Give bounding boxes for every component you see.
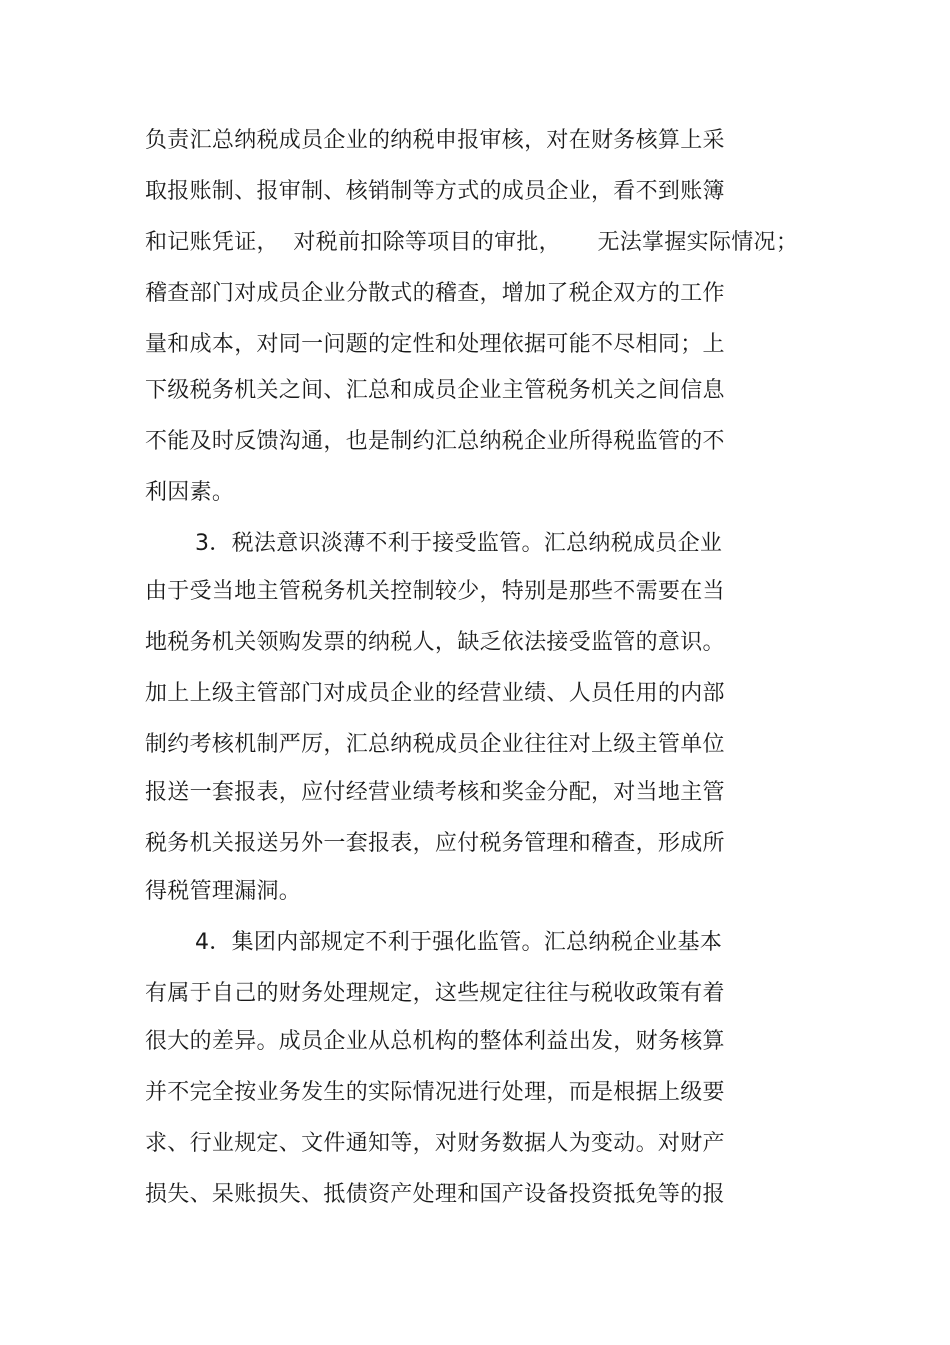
text-line: 求、行业规定、文件通知等，对财务数据人为变动。对财产 [145, 1131, 725, 1156]
text-line: 稽查部门对成员企业分散式的稽查，增加了税企双方的工作 [145, 281, 725, 306]
text-line: 利因素。 [145, 480, 235, 505]
text-line: 有属于自己的财务处理规定，这些规定往往与税收政策有着 [145, 981, 725, 1006]
text-line: 制约考核机制严厉，汇总纳税成员企业往往对上级主管单位 [145, 732, 725, 757]
text-line: 不能及时反馈沟通，也是制约汇总纳税企业所得税监管的不 [145, 429, 725, 454]
text-line: 并不完全按业务发生的实际情况进行处理，而是根据上级要 [145, 1080, 725, 1105]
text-line: 由于受当地主管税务机关控制较少，特别是那些不需要在当 [145, 579, 725, 604]
paragraph-3-heading: 3．税法意识淡薄不利于接受监管。汇总纳税成员企业 [195, 531, 723, 556]
text-line: 很大的差异。成员企业从总机构的整体利益出发，财务核算 [145, 1029, 725, 1054]
text-line: 得税管理漏洞。 [145, 879, 302, 904]
text-line: 税务机关报送另外一套报表，应付税务管理和稽查，形成所 [145, 831, 725, 856]
text-line: 取报账制、报审制、核销制等方式的成员企业，看不到账簿 [145, 179, 725, 204]
text-line: 报送一套报表，应付经营业绩考核和奖金分配，对当地主管 [145, 780, 725, 805]
text-line: 负责汇总纳税成员企业的纳税申报审核，对在财务核算上采 [145, 128, 725, 153]
text-line: 和记账凭证， 对税前扣除等项目的审批， 无法掌握实际情况； [145, 230, 799, 255]
text-line: 下级税务机关之间、汇总和成员企业主管税务机关之间信息 [145, 378, 725, 403]
text-line: 加上上级主管部门对成员企业的经营业绩、人员任用的内部 [145, 681, 725, 706]
text-line: 地税务机关领购发票的纳税人，缺乏依法接受监管的意识。 [145, 630, 725, 655]
text-line: 损失、呆账损失、抵债资产处理和国产设备投资抵免等的报 [145, 1182, 725, 1207]
paragraph-4-heading: 4．集团内部规定不利于强化监管。汇总纳税企业基本 [195, 930, 723, 955]
text-line: 量和成本，对同一问题的定性和处理依据可能不尽相同；上 [145, 332, 725, 357]
